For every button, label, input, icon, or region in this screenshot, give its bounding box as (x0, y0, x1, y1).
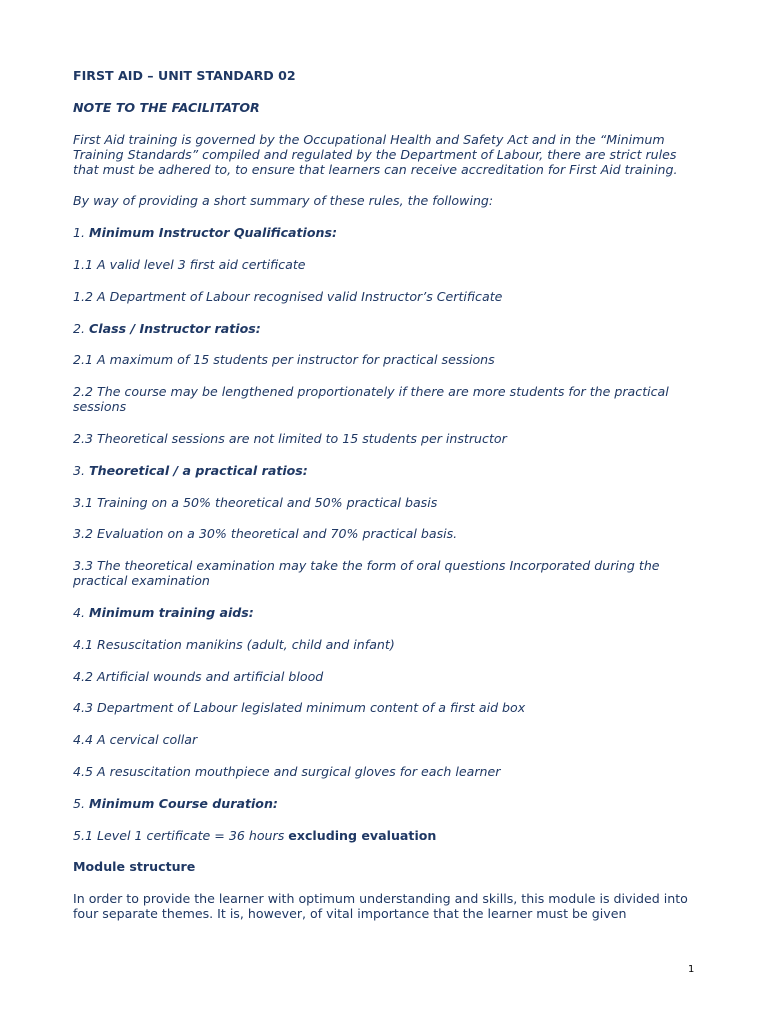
section-title: Minimum Instructor Qualifications: (89, 225, 338, 241)
section-title: Minimum training aids: (89, 604, 254, 620)
section-title: Class / Instructor ratios: (89, 320, 261, 336)
section-5-heading (73, 796, 703, 811)
section-number: 2. (73, 320, 86, 336)
section-1-heading (73, 225, 703, 240)
section-number: 4. (73, 604, 86, 620)
section-number: 5. (73, 795, 86, 811)
page-content (73, 68, 703, 938)
list-item-text: 5.1 Level 1 certificate = 36 hours (73, 827, 285, 843)
list-item: 1.1 A valid level 3 first aid certificate (73, 256, 306, 272)
module-heading: Module structure (73, 859, 196, 875)
module-paragraph: In order to provide the learner with optimum understanding and skills, this module is divided into four separate themes. It is, however, of vital importance that the learner must be given (73, 891, 688, 922)
list-item: 4.4 A cervical collar (73, 732, 198, 748)
list-item: 4.3 Department of Labour legislated minimum content of a first aid box (73, 700, 526, 716)
section-4-heading (73, 605, 703, 620)
list-item: 4.5 A resuscitation mouthpiece and surgical gloves for each learner (73, 763, 501, 779)
doc-title: FIRST AID – UNIT STANDARD 02 (73, 68, 296, 83)
list-item: 3.2 Evaluation on a 30% theoretical and 70% practical basis. (73, 526, 458, 542)
list-item: 4.1 Resuscitation manikins (adult, child and infant) (73, 636, 395, 652)
section-number: 1. (73, 225, 86, 241)
note-heading: NOTE TO THE FACILITATOR (73, 99, 260, 115)
summary-paragraph: By way of providing a short summary of these rules, the following: (73, 193, 494, 209)
list-item: 4.2 Artificial wounds and artificial blood (73, 668, 324, 684)
list-item: 1.2 A Department of Labour recognised valid Instructor’s Certificate (73, 288, 503, 304)
list-item: 2.1 A maximum of 15 students per instructor for practical sessions (73, 352, 495, 368)
section-title: Minimum Course duration: (89, 795, 278, 811)
intro-paragraph: First Aid training is governed by the Occupational Health and Safety Act and in the “Minimum Training Standards” compiled and regulated by the Department of Labour, there are strict rules that must be adhered to, to ensure that learners can receive accreditation for First Aid training. (73, 131, 678, 177)
list-item-emphasis: excluding evaluation (288, 827, 437, 843)
section-number: 3. (73, 462, 86, 478)
list-item: 3.3 The theoretical examination may take the form of oral questions Incorporated during the practical examination (73, 558, 660, 589)
section-3-heading (73, 463, 703, 478)
section-title: Theoretical / a practical ratios: (89, 462, 308, 478)
list-item (73, 828, 703, 843)
page-number: 1 (688, 964, 695, 975)
list-item: 2.3 Theoretical sessions are not limited to 15 students per instructor (73, 430, 507, 446)
section-2-heading (73, 321, 703, 336)
list-item: 2.2 The course may be lengthened proportionately if there are more students for the practical sessions (73, 384, 669, 415)
list-item: 3.1 Training on a 50% theoretical and 50% practical basis (73, 494, 438, 510)
